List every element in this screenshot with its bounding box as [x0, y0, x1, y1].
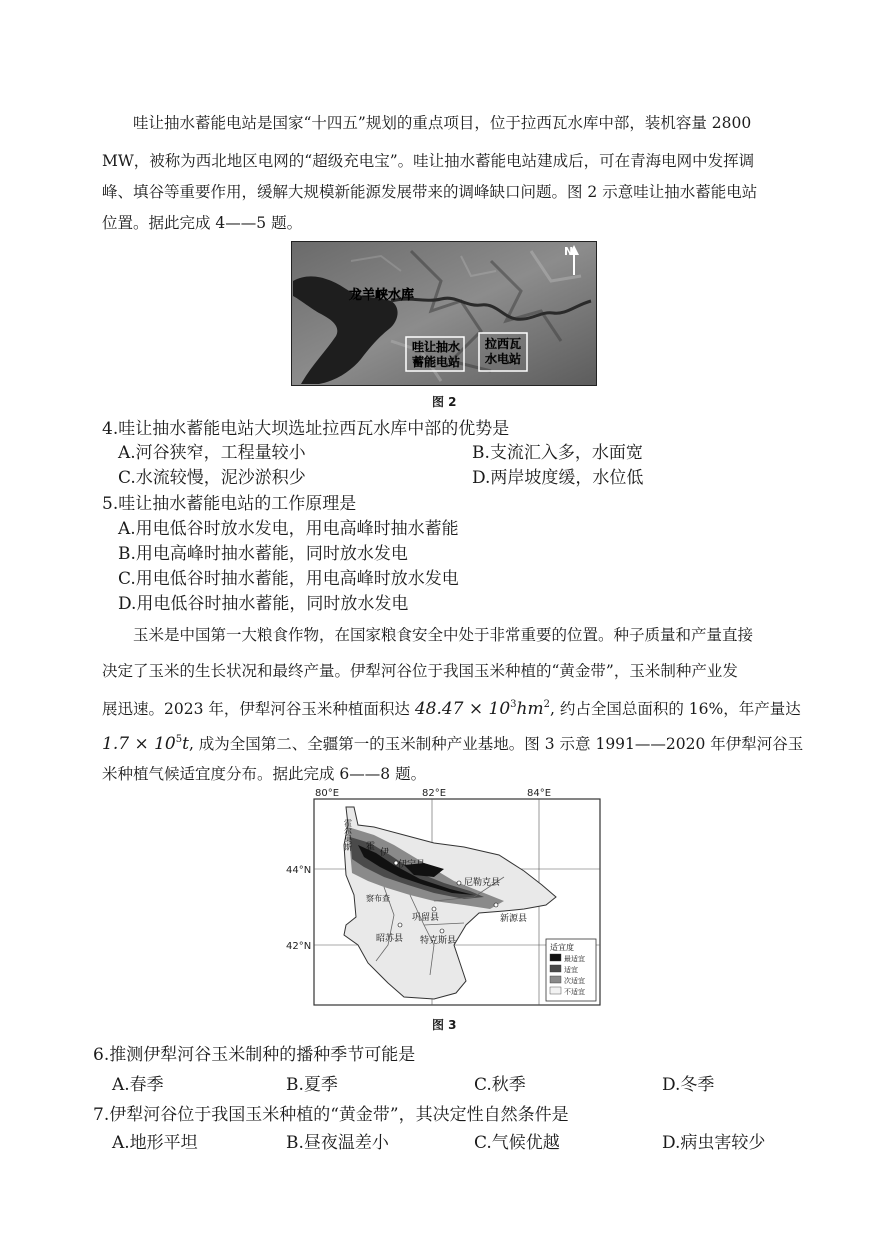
intro2-line-3	[102, 697, 801, 717]
place-chabucha: 察布查	[366, 894, 390, 903]
place-gongliu: 巩留县	[412, 913, 440, 923]
figure-3-caption: 图 3	[432, 1018, 457, 1032]
laxiwa-station-label-1: 拉西瓦	[485, 337, 522, 351]
legend-swatch-0	[550, 954, 561, 961]
legend-item-0: 最适宜	[564, 955, 585, 963]
question-5-stem: 5.哇让抽水蓄能电站的工作原理是	[102, 494, 357, 514]
question-6-stem: 6.推测伊犁河谷玉米制种的播种季节可能是	[93, 1045, 416, 1065]
place-yining: 伊宁县	[398, 860, 426, 870]
intro2-line-1: 玉米是中国第一大粮食作物，在国家粮食安全中处于非常重要的位置。种子质量和产量直接	[133, 626, 754, 644]
yield-value: $1.7 \times 10^5t$	[102, 734, 189, 754]
q4-option-b[interactable]: B.支流汇入多，水面宽	[472, 443, 643, 463]
lat-label-42: 42°N	[286, 941, 312, 952]
q6-option-b[interactable]: B.夏季	[286, 1075, 338, 1095]
intro2-line-4	[102, 732, 803, 752]
figure-3-map	[284, 785, 604, 1010]
question-4-stem: 4.哇让抽水蓄能电站大坝选址拉西瓦水库中部的优势是	[102, 419, 510, 439]
figure-2-map	[291, 241, 597, 386]
q5-option-c[interactable]: C.用电低谷时抽水蓄能，用电高峰时放水发电	[118, 569, 459, 589]
legend-swatch-3	[550, 987, 561, 994]
q7-option-c[interactable]: C.气候优越	[474, 1133, 560, 1153]
q7-option-b[interactable]: B.昼夜温差小	[286, 1133, 389, 1153]
q5-option-b[interactable]: B.用电高峰时抽水蓄能，同时放水发电	[118, 544, 408, 564]
reservoir-label: 龙羊峡水库	[349, 288, 415, 303]
intro2-line-3-pre: 展迅速。2023 年，伊犁河谷玉米种植面积达	[102, 700, 410, 718]
q5-option-a[interactable]: A.用电低谷时放水发电，用电高峰时抽水蓄能	[118, 519, 459, 539]
q6-option-c[interactable]: C.秋季	[474, 1075, 526, 1095]
legend	[546, 939, 596, 1001]
place-yi: 伊	[380, 848, 390, 858]
question-7-stem: 7.伊犁河谷位于我国玉米种植的“黄金带”，其决定性自然条件是	[93, 1105, 569, 1125]
place-zhaosu: 昭苏县	[376, 934, 404, 944]
intro2-line-2: 决定了玉米的生长状况和最终产量。伊犁河谷位于我国玉米种植的“黄金带”，玉米制种产业发	[102, 662, 738, 680]
intro2-line-3-post: , 约占全国总面积的 16%，年产量达	[550, 700, 801, 718]
wabeng-station-label-2: 蓄能电站	[412, 355, 461, 369]
place-xinyuan: 新源县	[500, 914, 528, 924]
place-huoerguosi: 霍尔果斯	[343, 819, 353, 851]
place-tekesi: 特克斯县	[420, 936, 457, 946]
intro2-line-4-post: , 成为全国第二、全疆第一的玉米制种产业基地。图 3 示意 1991——2020 年伊犁河谷玉	[188, 735, 804, 753]
intro1-line-4: 位置。据此完成 4——5 题。	[102, 214, 303, 232]
figure-2-caption: 图 2	[432, 395, 457, 409]
legend-swatch-1	[550, 965, 561, 972]
laxiwa-station-label-2: 水电站	[485, 352, 522, 366]
planting-area-value: $48.47 \times 10^3hm^2$	[414, 699, 550, 719]
legend-swatch-2	[550, 976, 561, 983]
intro1-line-3: 峰、填谷等重要作用，缓解大规模新能源发展带来的调峰缺口问题。图 2 示意哇让抽水蓄能电站	[102, 183, 758, 201]
legend-item-1: 适宜	[564, 966, 578, 974]
intro1-line-1: 哇让抽水蓄能电站是国家“十四五”规划的重点项目，位于拉西瓦水库中部，装机容量 2800	[133, 114, 752, 132]
intro2-line-5: 米种植气候适宜度分布。据此完成 6——8 题。	[102, 765, 427, 783]
legend-item-2: 次适宜	[564, 977, 585, 985]
q7-option-a[interactable]: A.地形平坦	[112, 1133, 198, 1153]
q4-option-d[interactable]: D.两岸坡度缓，水位低	[472, 468, 644, 488]
lat-label-44: 44°N	[286, 865, 312, 876]
q4-option-c[interactable]: C.水流较慢，泥沙淤积少	[118, 468, 306, 488]
legend-item-3: 不适宜	[564, 988, 585, 996]
place-huo: 霍	[366, 842, 376, 852]
wabeng-station-label-1: 哇让抽水	[412, 340, 461, 354]
north-label: N	[564, 245, 574, 258]
lon-label-82: 82°E	[422, 788, 447, 799]
q6-option-a[interactable]: A.春季	[112, 1075, 164, 1095]
q6-option-d[interactable]: D.冬季	[662, 1075, 715, 1095]
q5-option-d[interactable]: D.用电低谷时抽水蓄能，同时放水发电	[118, 594, 409, 614]
lon-label-84: 84°E	[527, 788, 552, 799]
q7-option-d[interactable]: D.病虫害较少	[662, 1133, 766, 1153]
q4-option-a[interactable]: A.河谷狭窄，工程量较小	[118, 443, 306, 463]
place-nileke: 尼勒克县	[464, 878, 501, 888]
lon-label-80: 80°E	[315, 788, 340, 799]
intro1-line-2: MW，被称为西北地区电网的“超级充电宝”。哇让抽水蓄能电站建成后，可在青海电网中发挥调	[102, 152, 755, 170]
legend-title: 适宜度	[550, 943, 574, 952]
